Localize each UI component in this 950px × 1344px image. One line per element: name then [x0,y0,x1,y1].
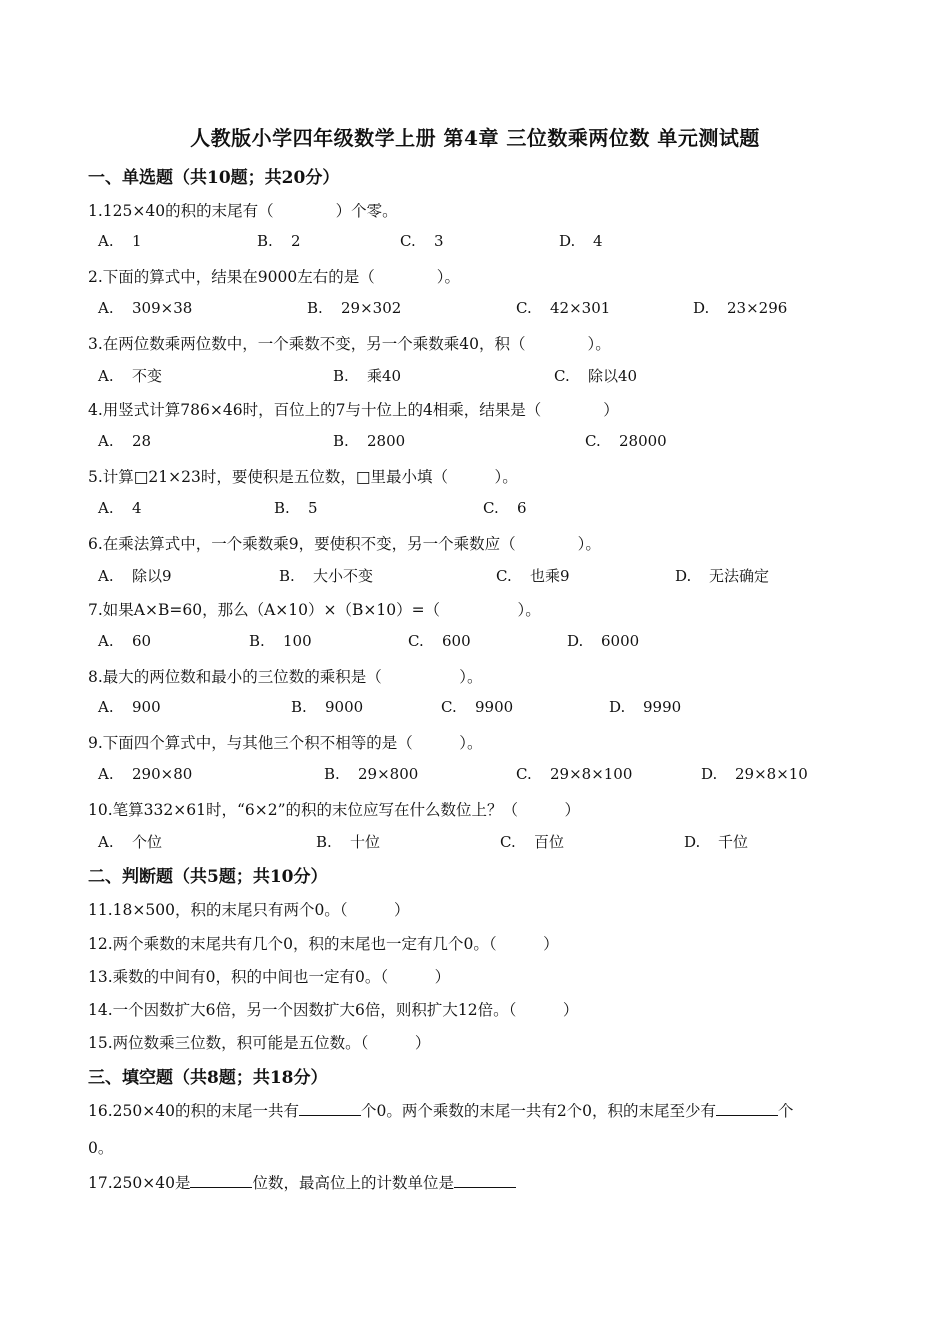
option-7b: B. 100 [249,632,312,650]
question-15: 15.两位数乘三位数，积可能是五位数。（ ） [88,1034,431,1052]
page-title: 人教版小学四年级数学上册 第4章 三位数乘两位数 单元测试题 [190,126,760,150]
question-5: 5.计算□21×23时，要使积是五位数，□里最小填（ ）。 [88,468,518,486]
option-2a: A. 309×38 [98,299,193,317]
section-heading-choice: 一、单选题（共10题；共20分） [88,168,340,188]
question-1: 1.125×40的积的末尾有（ ）个零。 [88,202,398,220]
question-16: 16.250×40的积的末尾一共有 个0。两个乘数的末尾一共有2个0，积的末尾至少有 个 [88,1102,794,1120]
question-16-continued: 0。 [88,1139,114,1157]
option-10c: C. 百位 [500,833,565,851]
question-11: 11.18×500，积的末尾只有两个0。（ ） [88,901,410,919]
option-3b: B. 乘40 [333,367,402,385]
option-3c: C. 除以40 [554,367,638,385]
option-8c: C. 9900 [441,698,514,716]
option-7d: D. 6000 [567,632,640,650]
option-8b: B. 9000 [291,698,364,716]
option-10a: A. 个位 [98,833,163,851]
option-5c: C. 6 [483,499,527,517]
option-1c: C. 3 [400,232,444,250]
option-4b: B. 2800 [333,432,406,450]
option-8a: A. 900 [98,698,161,716]
question-7: 7.如果A×B=60，那么（A×10）×（B×10）=（ ）。 [88,601,541,619]
option-1b: B. 2 [257,232,301,250]
option-5a: A. 4 [98,499,142,517]
question-10: 10.笔算332×61时，“6×2”的积的末位应写在什么数位上？（ ） [88,801,581,819]
option-7a: A. 60 [98,632,152,650]
option-4c: C. 28000 [585,432,667,450]
section-heading-fill: 三、填空题（共8题；共18分） [88,1068,328,1088]
option-6a: A. 除以9 [98,567,172,585]
section-heading-judge: 二、判断题（共5题；共10分） [88,867,328,887]
question-9: 9.下面四个算式中，与其他三个积不相等的是（ ）。 [88,734,483,752]
question-8: 8.最大的两位数和最小的三位数的乘积是（ ）。 [88,668,483,686]
option-4a: A. 28 [98,432,152,450]
answer-blank[interactable] [299,1101,361,1116]
answer-blank[interactable] [454,1173,516,1188]
option-9d: D. 29×8×10 [701,765,808,783]
question-2: 2.下面的算式中，结果在9000左右的是（ ）。 [88,268,460,286]
option-2d: D. 23×296 [693,299,788,317]
answer-blank[interactable] [716,1101,778,1116]
option-1d: D. 4 [559,232,603,250]
option-6d: D. 无法确定 [675,567,770,585]
option-5b: B. 5 [274,499,318,517]
question-3: 3.在两位数乘两位数中，一个乘数不变，另一个乘数乘40，积（ ）。 [88,335,611,353]
option-1a: A. 1 [98,232,142,250]
option-6c: C. 也乘9 [496,567,570,585]
option-9a: A. 290×80 [98,765,193,783]
question-17: 17.250×40是 位数，最高位上的计数单位是 [88,1171,516,1193]
option-6b: B. 大小不变 [279,567,374,585]
option-2b: B. 29×302 [307,299,402,317]
option-9c: C. 29×8×100 [516,765,633,783]
question-13: 13.乘数的中间有0，积的中间也一定有0。（ ） [88,968,451,986]
option-8d: D. 9990 [609,698,682,716]
question-6: 6.在乘法算式中，一个乘数乘9，要使积不变，另一个乘数应（ ）。 [88,535,601,553]
option-9b: B. 29×800 [324,765,419,783]
question-12: 12.两个乘数的末尾共有几个0，积的末尾也一定有几个0。（ ） [88,935,559,953]
option-10d: D. 千位 [684,833,749,851]
option-7c: C. 600 [408,632,471,650]
option-10b: B. 十位 [316,833,381,851]
option-2c: C. 42×301 [516,299,611,317]
answer-blank[interactable] [190,1173,252,1188]
option-3a: A. 不变 [98,367,163,385]
question-4: 4.用竖式计算786×46时，百位上的7与十位上的4相乘，结果是（ ） [88,401,619,419]
question-14: 14.一个因数扩大6倍，另一个因数扩大6倍，则积扩大12倍。（ ） [88,1001,579,1019]
